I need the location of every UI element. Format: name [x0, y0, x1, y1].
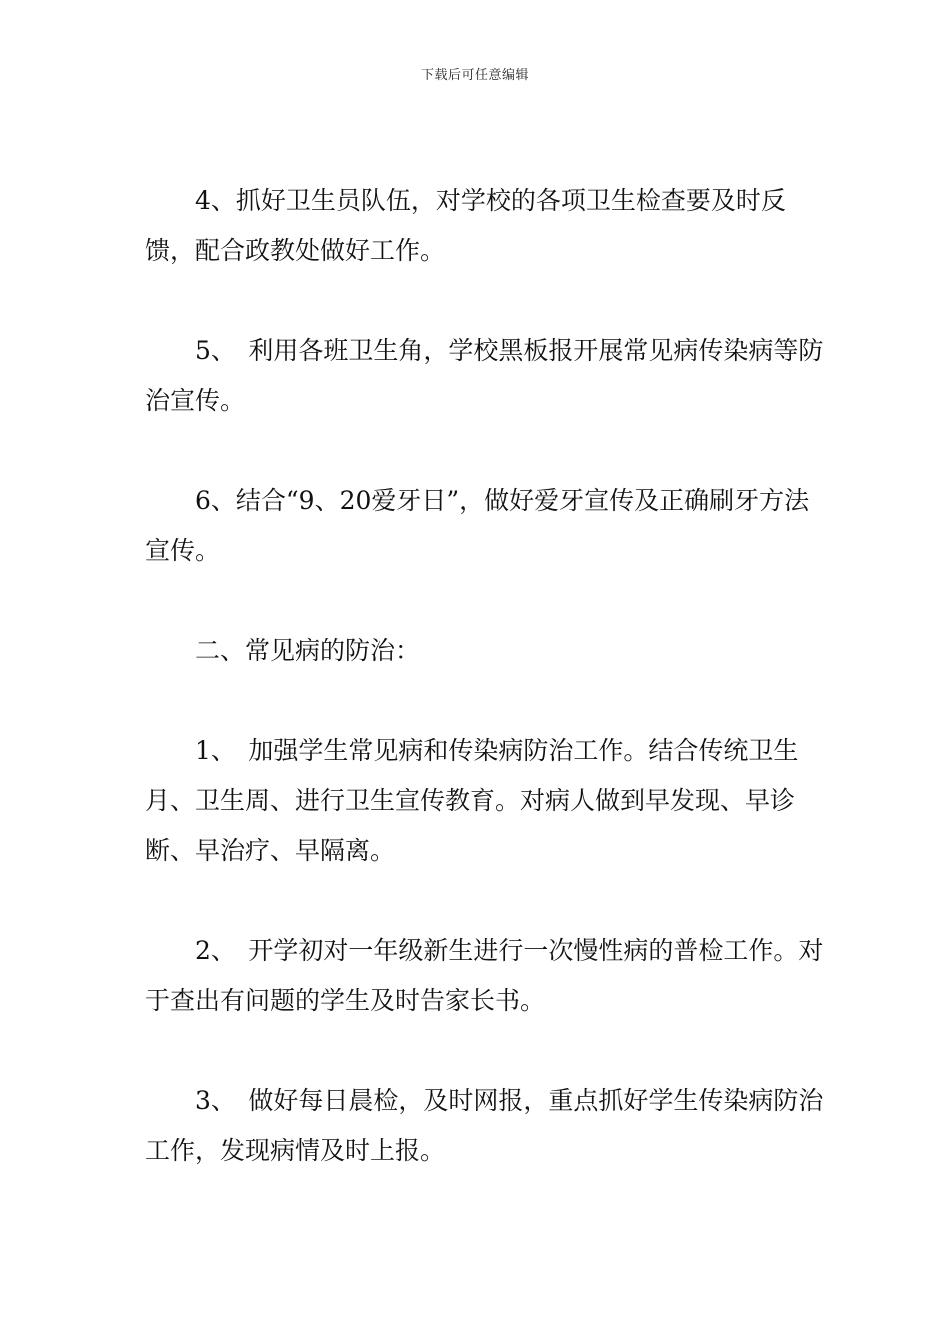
- document-body: [145, 176, 825, 1226]
- paragraph-item-4: 4、抓好卫生员队伍，对学校的各项卫生检查要及时反馈，配合政教处做好工作。: [145, 186, 786, 265]
- paragraph-item-6: 6、结合“9、20爱牙日”，做好爱牙宣传及正确刷牙方法宣传。: [145, 486, 810, 565]
- section-heading: 二、常见病的防治：: [195, 636, 421, 665]
- page-header: 下载后可任意编辑: [420, 68, 529, 83]
- paragraph-item-3: 3、 做好每日晨检，及时网报，重点抓好学生传染病防治工作，发现病情及时上报。: [145, 1086, 824, 1165]
- paragraph-item-1: 1、 加强学生常见病和传染病防治工作。结合传统卫生月、卫生周、进行卫生宣传教育。对病人做到早发现、早诊断、早治疗、早隔离。: [145, 736, 799, 865]
- paragraph-item-5: 5、 利用各班卫生角，学校黑板报开展常见病传染病等防治宣传。: [145, 336, 824, 415]
- paragraph-item-2: 2、 开学初对一年级新生进行一次慢性病的普检工作。对于查出有问题的学生及时告家长书。: [145, 936, 824, 1015]
